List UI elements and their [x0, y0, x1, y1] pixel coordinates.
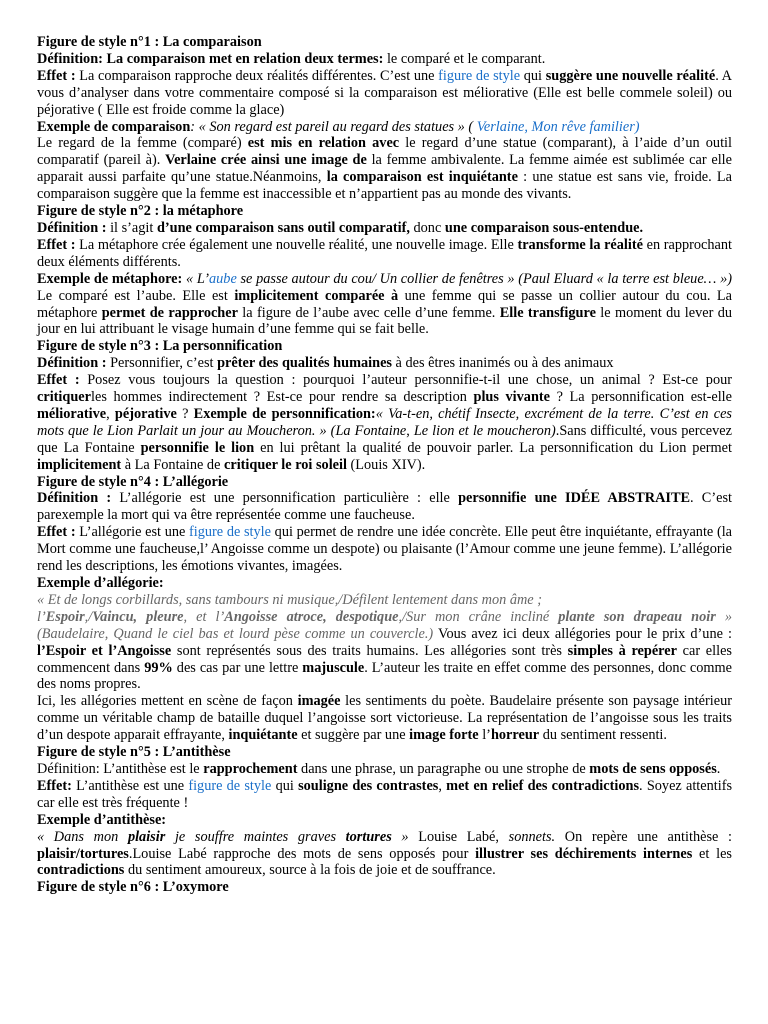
- fig4-effet: Effet : L’allégorie est une figure de style qui permet de rendre une idée concrète. Elle peut être inquiétante, effrayante (la Mort comme une faucheuse,l’ Angoisse comme un despote) ou plaisante (l’Amour comme une jeune femme). L’allégorie rend les descriptions, les émotions vivantes, imagées.: [37, 524, 733, 575]
- fig4-example-label: Exemple d’allégorie:: [37, 575, 164, 591]
- fig3-effet: Effet : Posez vous toujours la question : pourquoi l’auteur personnifie-t-il une chose, un animal ? Est-ce pour critiquerles hommes indirectement ? Est-ce pour rendre sa description plus vivante ? La personnification est-elle méliorative, péjorative ? Exemple de personnification:« Va-t-en, chétif Insecte, excrément de la terre. C’est en ces mots que le Lion Parlait un jour au Moucheron. » (La Fontaine, Le lion et le moucheron).Sans difficulté, vous percevez que La Fontaine personnifie le lion en lui prêtant la qualité de pouvoir parler. La personnification du Lion permet implicitement à La Fontaine de critiquer le roi soleil (Louis XIV).: [37, 372, 732, 473]
- fig2-title: Figure de style n°2 : la métaphore: [37, 203, 244, 220]
- fig1-definition: Définition: La comparaison met en relation deux termes: le comparé et le comparant.: [37, 50, 546, 67]
- verlaine-link[interactable]: Verlaine, Mon rêve familier: [473, 118, 635, 135]
- fig2-example: Exemple de métaphore: « L’aube se passe autour du cou/ Un collier de fenêtres » (Paul Eluard « la terre est bleue… ») Le comparé est l’aube. Elle est implicitement comparée à une femme qui se passe un collier autour du cou. La métaphore permet de rapprocher la figure de l’aube avec celle d’une femme. Elle transfigure le moment du lever du jour en lui attribuant le visage humain d’une femme qui se fait belle.: [37, 270, 732, 338]
- aube-link[interactable]: aube: [209, 270, 237, 287]
- fig4-definition: Définition : L’allégorie est une personnification particulière : elle personnifie une IDÉE ABSTRAITE. C’est parexemple la mort qui va être représentée comme une faucheuse.: [37, 490, 732, 524]
- figure-de-style-link[interactable]: figure de style: [189, 524, 271, 541]
- fig5-title: Figure de style n°5 : L’antithèse: [37, 744, 231, 761]
- fig3-title: Figure de style n°3 : La personnification: [37, 338, 283, 355]
- figure-de-style-link[interactable]: figure de style: [188, 777, 272, 794]
- fig2-definition: Définition : il s’agit d’une comparaison sans outil comparatif, donc une comparaison sous-entendue.: [37, 219, 644, 236]
- fig1-analysis: Le regard de la femme (comparé) est mis en relation avec le regard d’une statue (comparant), à l’aide d’un outil comparatif (pareil à). Verlaine crée ainsi une image de la femme ambivalente. La femme aimée est sublimée car elle apparait aussi parfaite qu’une statue.Néanmoins, la comparaison est inquiétante : une statue est sans vie, froide. La comparaison suggère que la femme est inaccessible et n’appartient pas au monde des vivants.: [37, 135, 732, 203]
- figure-de-style-link[interactable]: figure de style: [438, 67, 521, 84]
- fig4-quote-line1: « Et de longs corbillards, sans tambours ni musique,/Défilent lentement dans mon âme ;: [37, 591, 542, 608]
- fig4-ici: Ici, les allégories mettent en scène de façon imagée les sentiments du poète. Baudelaire présente son paysage intérieur comme un véritable champ de bataille duquel l’angoisse sort victorieuse. La représentation de l’angoisse sous les traits d’un despote apparait effrayante, inquiétante et suggère par une image forte l’horreur du sentiment ressenti.: [37, 693, 732, 744]
- fig5-effet: Effet: L’antithèse est une figure de style qui souligne des contrastes, met en relief des contradictions. Soyez attentifs car elle est très fréquente !: [37, 777, 733, 811]
- fig4-quote-and-commentary: l’Espoir,/Vaincu, pleure, et l’Angoisse atroce, despotique,/Sur mon crâne incliné plante son drapeau noir » (Baudelaire, Quand le ciel bas et lourd pèse comme un couvercle.) Vous avez ici deux allégories pour le prix d’une : l’Espoir et l’Angoisse sont représentés sous des traits humains. Les allégories sont très simples à repérer car elles commencent dans 99% des cas par une lettre majuscule. L’auteur les traite en effet comme des personnes, donc comme des noms propres.: [37, 608, 732, 693]
- fig4-title: Figure de style n°4 : L’allégorie: [37, 473, 229, 490]
- fig1-example: Exemple de comparaison: « Son regard est pareil au regard des statues » ( Verlaine, Mon rêve familier): [37, 118, 640, 135]
- fig6-title: Figure de style n°6 : L’oxymore: [37, 879, 229, 896]
- fig1-effet: Effet : La comparaison rapproche deux réalités différentes. C’est une figure de style qui suggère une nouvelle réalité. A vous d’analyser dans votre commentaire composé si la comparaison est méliorative (Elle est belle commele soleil) ou péjorative ( Elle est froide comme la glace): [37, 67, 733, 118]
- fig5-example: « Dans mon plaisir je souffre maintes graves tortures » Louise Labé, sonnets. On repère une antithèse : plaisir/tortures.Louise Labé rapproche des mots de sens opposés pour illustrer ses déchirements internes et les contradictions du sentiment amoureux, source à la fois de joie et de souffrance.: [37, 828, 732, 879]
- fig1-title: Figure de style n°1 : La comparaison: [37, 34, 262, 50]
- fig5-example-label: Exemple d’antithèse:: [37, 811, 167, 828]
- fig2-effet: Effet : La métaphore crée également une nouvelle réalité, une nouvelle image. Elle transforme la réalité en rapprochant deux éléments différents.: [37, 236, 732, 270]
- fig5-definition: Définition: L’antithèse est le rapprochement dans une phrase, un paragraphe ou une strophe de mots de sens opposés.: [37, 760, 721, 777]
- fig3-definition: Définition : Personnifier, c’est prêter des qualités humaines à des êtres inanimés ou à des animaux: [37, 355, 614, 372]
